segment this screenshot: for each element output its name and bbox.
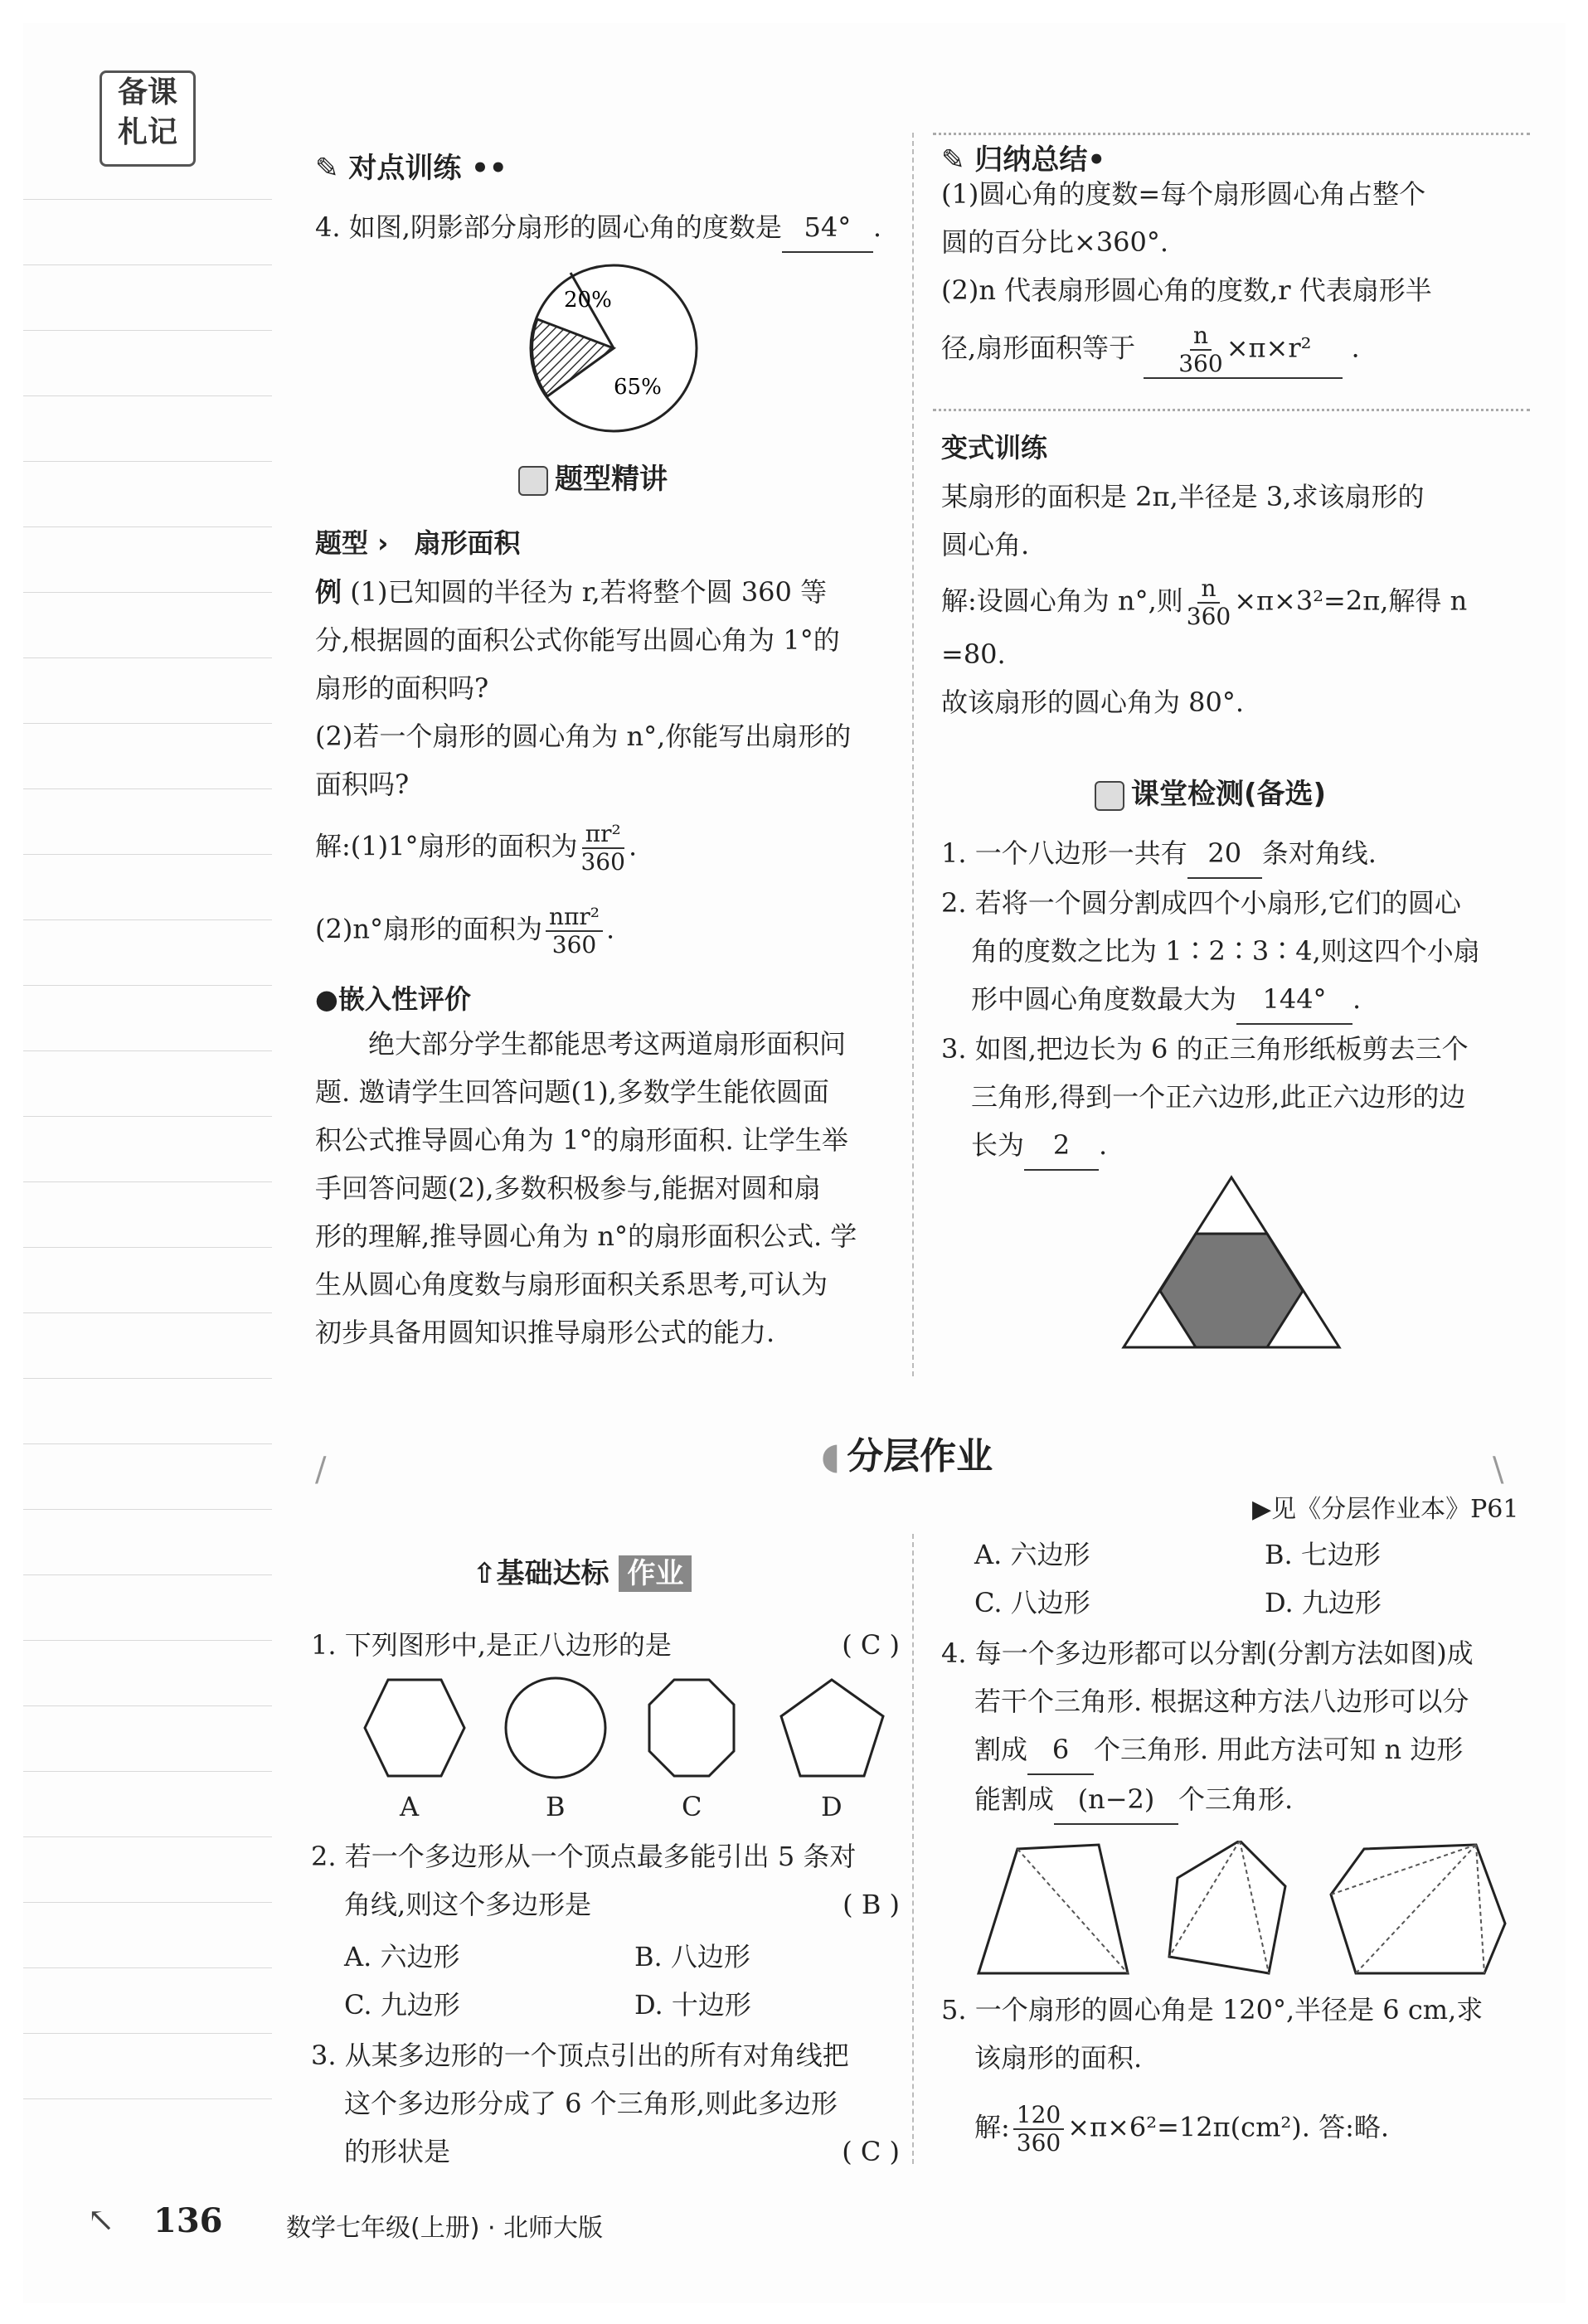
hw-q2: 2. 若一个多边形从一个顶点最多能引出 5 条对 角线,则这个多边形是 ( B ) <box>311 1841 900 1920</box>
deco-slash-left: / <box>315 1451 327 1489</box>
hw-q5-solution: 解: $\frac{120}{360}$ ×π×6²=12π(cm²). 答:略. <box>974 2101 1390 2157</box>
q3-opt-a: A. 六边形 <box>974 1539 1090 1570</box>
q2-opt-a: A. 六边形 <box>344 1941 460 1972</box>
memo-stamp: 备课 札记 <box>100 70 196 167</box>
q3-opt-d: D. 九边形 <box>1265 1587 1382 1618</box>
block-title-types: 题型精讲 <box>518 456 668 497</box>
column-divider-bottom <box>912 1534 914 2164</box>
q4-polygons <box>974 1841 1522 1977</box>
variant-text: 某扇形的面积是 2π,半径是 3,求该扇形的 圆心角. 解:设圆心角为 n°,则 $\frac{n}{360}$ ×π×3²=2π,解得 n =80. 故该扇形的圆心角为 80°. <box>941 481 1468 718</box>
q2-opt-c: C. 九边形 <box>344 1989 460 2021</box>
shape-label-c: C <box>682 1791 702 1822</box>
hw-q3: 3. 从某多边形的一个顶点引出的所有对角线把 这个多边形分成了 6 个三角形,则此多边形 的形状是 ( C ) <box>311 2040 900 2167</box>
eval-title: ●嵌入性评价 <box>315 983 471 1015</box>
hw-q5: 5. 一个扇形的圆心角是 120°,半径是 6 cm,求 该扇形的面积. <box>941 1994 1484 2074</box>
section-title-practice: ✎ 对点训练 •• <box>315 152 507 185</box>
footer-deco-icon: ↖ <box>87 2201 115 2239</box>
quadrilateral <box>979 1845 1128 1973</box>
pie-figure <box>522 257 705 439</box>
pie-label-65: 65% <box>614 375 662 400</box>
example-block: 例 (1)已知圆的半径为 r,若将整个圆 360 等 分,根据圆的面积公式你能写出圆心角为 1°的 扇形的面积吗? (2)若一个扇形的圆心角为 n°,你能写出扇形的 面积吗? <box>315 576 852 800</box>
page-number: 136 <box>153 2201 223 2240</box>
variant-title: 变式训练 <box>941 432 1048 463</box>
book-icon <box>1095 781 1124 811</box>
memo-lines <box>23 199 272 2172</box>
basic-title: ⇧基础达标 作业 <box>473 1550 692 1591</box>
summary-text: (1)圆心角的度数=每个扇形圆心角占整个 圆的百分比×360°. (2)n 代表扇形圆心角的度数,r 代表扇形半 径,扇形面积等于 $\frac{n}{360}$ ×π×r² . <box>941 178 1432 377</box>
q3-opt-b: B. 七边形 <box>1265 1539 1381 1570</box>
solution-2: (2)n°扇形的面积为 $\frac{\text{nπr²}}{360}$ . <box>315 903 615 958</box>
homework-title: ◖ 分层作业 <box>821 1435 993 1477</box>
check-title: 课堂检测(备选) <box>1095 771 1326 812</box>
shape-label-b: B <box>546 1791 566 1822</box>
summary-title: ✎ 归纳总结• <box>941 143 1106 177</box>
hw-q1: 1. 下列图形中,是正八边形的是 ( C ) <box>311 1629 900 1661</box>
type-heading: 题型 › 扇形面积 <box>315 527 521 559</box>
q2-opt-d: D. 十边形 <box>634 1989 751 2021</box>
book-icon <box>518 466 548 496</box>
shape-a-hexagon <box>365 1680 464 1776</box>
hw-q4: 4. 每一个多边形都可以分割(分割方法如图)成 若干个三角形. 根据这种方法八边形可以分 割成 6 个三角形. 用此方法可知 n 边形 能割成 (n−2) 个三角形. <box>941 1629 1538 1825</box>
book-title: 数学七年级(上册) · 北师大版 <box>286 2214 604 2243</box>
solution-1: 解:(1)1°扇形的面积为 $\frac{\text{πr²}}{360}$ . <box>315 820 638 876</box>
deco-slash-right: \ <box>1493 1451 1504 1489</box>
shape-label-a: A <box>400 1791 420 1822</box>
check-questions: 1. 一个八边形一共有 20 条对角线. 2. 若将一个圆分割成四个小扇形,它们的圆心 角的度数之比为 1∶2∶3∶4,则这四个小扇 形中圆心角度数最大为 144° . 3. 如图,把边长为 6 的正三角形纸板剪去三个 三角形,得到一个正六边形,此正六边形的边 长为 2 . <box>941 829 1538 1171</box>
q3-opt-c: C. 八边形 <box>974 1587 1090 1618</box>
shape-c-octagon <box>649 1680 734 1776</box>
shape-d-pentagon <box>781 1680 883 1776</box>
pie-label-20: 20% <box>564 288 612 313</box>
column-divider-top <box>912 133 914 1376</box>
shape-b-circle <box>506 1678 605 1778</box>
triangle-hexagon-figure <box>1119 1173 1343 1356</box>
shape-label-d: D <box>821 1791 843 1822</box>
q4-text: 4. 如图,阴影部分扇形的圆心角的度数是 54° . <box>315 203 881 253</box>
q2-opt-b: B. 八边形 <box>634 1941 750 1972</box>
eval-text: 绝大部分学生都能思考这两道扇形面积问 题. 邀请学生回答问题(1),多数学生能依圆面 积公式推导圆心角为 1°的扇形面积. 让学生举 手回答问题(2),多数积极参与,能据对圆和扇 形的理解,推导圆心角为 n°的扇形面积公式. 学 生从圆心角度数与扇形面积关系思考,可认为 初步具备用圆知识推导扇形公式的能力. <box>315 1028 857 1348</box>
homework-ref: ▶见《分层作业本》P61 <box>1252 1495 1519 1524</box>
q1-shapes <box>348 1675 896 1783</box>
